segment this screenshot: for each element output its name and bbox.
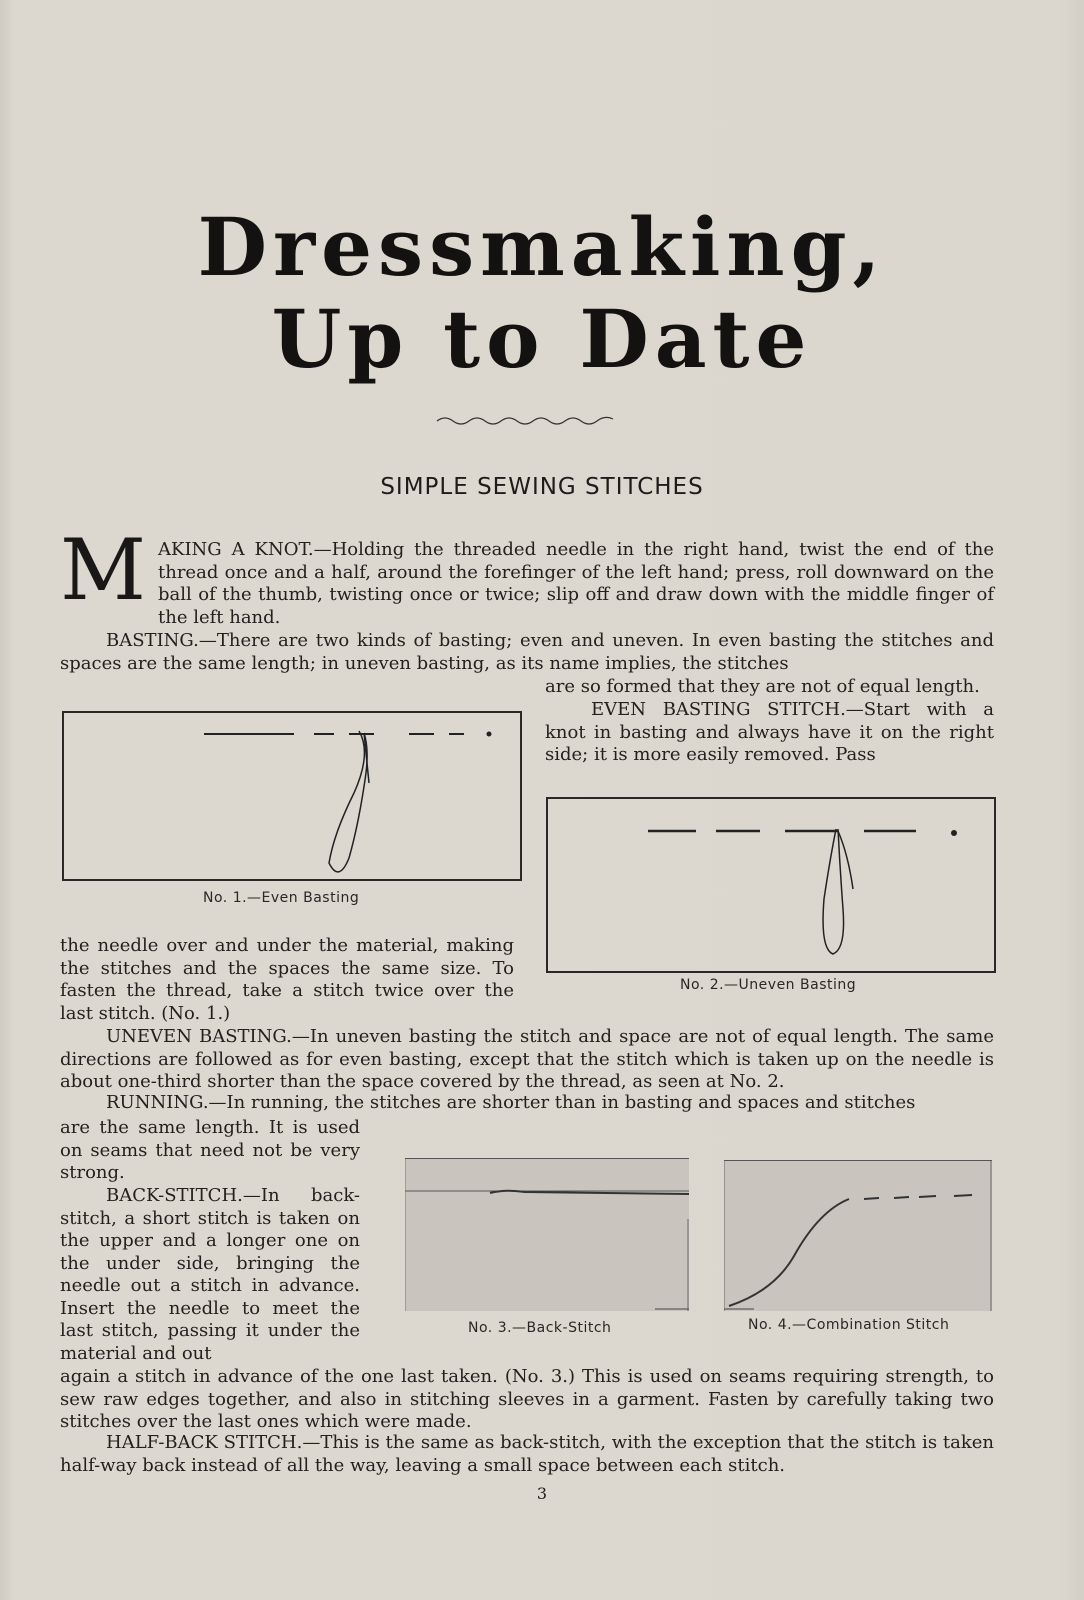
caption-fig-1: No. 1.—Even Basting — [203, 890, 360, 906]
paragraph-making-a-knot: AKING A KNOT.—Holding the threaded needle in the right hand, twist the end of the thread once and a half, around the forefinger of the left hand; press, roll downward on the ball of the thumb, twisting once or twice; slip off and draw down with the middle finger of the left hand. — [158, 539, 994, 628]
title-line-2: Up to Date — [271, 292, 813, 386]
paragraph-uneven-basting: UNEVEN BASTING.—In uneven basting the stitch and space are not of equal length. The same directions are followed as for even basting, except that the stitch which is taken up on the needle is about one-third shorter than the space covered by the thread, as seen at No. 2. — [60, 1026, 994, 1092]
page-number: 3 — [536, 1484, 548, 1503]
paragraph-back-stitch-continued: again a stitch in advance of the one last taken. (No. 3.) This is used on seams requiring strength, to sew raw edges together, and also in stitching sleeves in a garment. Fasten by carefully taking two stitches over the last ones which were made. — [60, 1366, 994, 1432]
caption-fig-4: No. 4.—Combination Stitch — [748, 1317, 950, 1333]
combination-stitch-illustration — [724, 1161, 992, 1311]
paragraph-running: RUNNING.—In running, the stitches are shorter than in basting and spaces and stitches — [106, 1092, 916, 1113]
figure-back-stitch — [405, 1158, 689, 1311]
even-basting-illustration — [64, 713, 520, 879]
flourish-ornament — [435, 413, 615, 425]
paragraph-even-basting: EVEN BASTING STITCH.—Start with a knot in basting and always have it on the right side; it is more easily removed. Pass — [545, 699, 994, 765]
title-line-1: Dressmaking, — [197, 200, 887, 294]
paragraph-running-continued: are the same length. It is used on seams that need not be very strong. — [60, 1117, 360, 1183]
back-stitch-illustration — [405, 1159, 689, 1311]
figure-even-basting — [62, 711, 522, 881]
uneven-basting-illustration — [548, 799, 994, 971]
caption-fig-3: No. 3.—Back-Stitch — [468, 1320, 612, 1336]
section-heading: SIMPLE SEWING STITCHES — [380, 474, 704, 500]
drop-cap: M — [60, 521, 147, 619]
paragraph-even-basting-continued: the needle over and under the material, making the stitches and the spaces the same size. To fasten the thread, take a stitch twice over the last stitch. (No. 1.) — [60, 935, 514, 1024]
paragraph-half-back-stitch: HALF-BACK STITCH.—This is the same as back-stitch, with the exception that the stitch is taken half-way back instead of all the way, leaving a small space between each stitch. — [60, 1432, 994, 1476]
caption-fig-2: No. 2.—Uneven Basting — [680, 977, 857, 993]
figure-uneven-basting — [546, 797, 996, 973]
paragraph-back-stitch: BACK-STITCH.—In back-stitch, a short stitch is taken on the upper and a longer one on the under side, bringing the needle out a stitch in advance. Insert the needle to meet the last stitch, passing it under the material and out — [60, 1185, 360, 1364]
figure-combination-stitch — [724, 1160, 992, 1311]
paragraph-basting-end: are so formed that they are not of equal length. — [545, 676, 980, 697]
paragraph-basting: BASTING.—There are two kinds of basting; even and uneven. In even basting the stitches and spaces are the same length; in uneven basting, as its name implies, the stitches — [60, 630, 994, 674]
